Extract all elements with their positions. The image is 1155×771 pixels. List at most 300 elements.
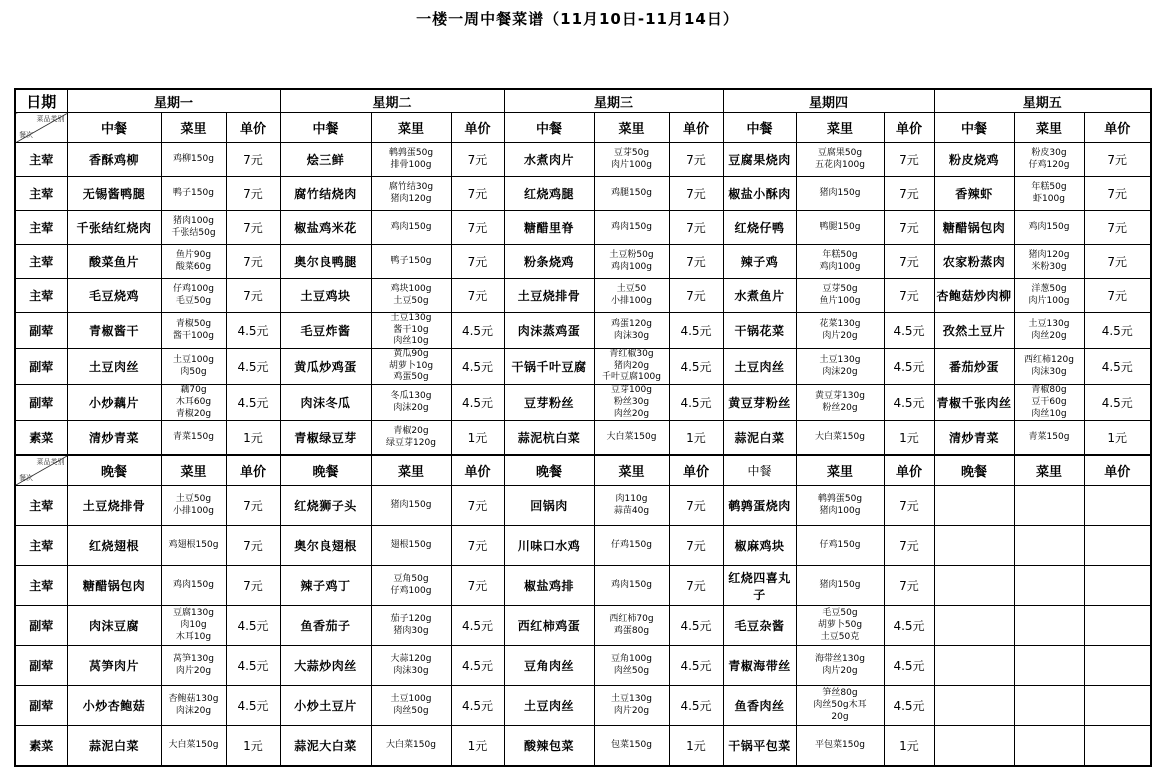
menu-table xyxy=(14,88,1152,767)
qty-line: 包菜150g xyxy=(611,739,652,750)
qty-line: 肉沫20g xyxy=(822,366,858,377)
qty-line: 肉片100g xyxy=(1028,295,1070,306)
qty-line: 土豆130g xyxy=(1028,318,1070,329)
dish-cell xyxy=(934,526,1014,566)
price-cell: 7元 xyxy=(451,526,504,566)
dish-cell: 肉沫豆腐 xyxy=(67,606,161,646)
qty-cell xyxy=(594,385,669,421)
price-cell: 7元 xyxy=(226,143,280,177)
qty-cell xyxy=(1014,385,1084,421)
dish-cell: 鱼香肉丝 xyxy=(723,686,796,726)
meal-header: 中餐 xyxy=(723,113,796,143)
qty-line: 鸡腿150g xyxy=(611,187,652,198)
dish-cell: 香酥鸡柳 xyxy=(67,143,161,177)
qty-line: 洋葱50g xyxy=(1031,283,1067,294)
qty-cell xyxy=(796,177,884,211)
corner-bottom-label: 餐次 xyxy=(19,474,33,483)
qty-line: 土豆100g xyxy=(390,694,432,704)
price-cell: 7元 xyxy=(226,177,280,211)
price-cell: 4.5元 xyxy=(669,385,723,421)
qty-line: 小排100g xyxy=(173,505,214,516)
qty-line: 青红椒30g xyxy=(609,349,654,360)
qty-cell xyxy=(796,211,884,245)
price-cell: 7元 xyxy=(884,486,934,526)
day-header-2: 星期二 xyxy=(280,89,504,113)
qty-line: 青椒20g xyxy=(175,408,212,419)
qty-line: 青椒80g xyxy=(1031,385,1067,396)
price-cell: 1元 xyxy=(884,726,934,767)
category-cell: 主荤 xyxy=(15,245,67,279)
qty-cell xyxy=(1014,211,1084,245)
dish-cell: 千张结红烧肉 xyxy=(67,211,161,245)
qty-cell xyxy=(594,646,669,686)
qty-header: 菜里 xyxy=(1014,113,1084,143)
dish-cell: 干锅花菜 xyxy=(723,313,796,349)
dish-cell: 鹌鹑蛋烧肉 xyxy=(723,486,796,526)
qty-cell xyxy=(371,211,451,245)
qty-line: 青菜150g xyxy=(173,431,214,442)
qty-line: 鹌鹑蛋50g xyxy=(388,147,434,158)
page-title: 一楼一周中餐菜谱（11月10日-11月14日） xyxy=(416,10,739,28)
qty-line: 千张结50g xyxy=(171,227,216,238)
category-cell: 主荤 xyxy=(15,211,67,245)
dish-cell: 孜然土豆片 xyxy=(934,313,1014,349)
dish-cell: 土豆鸡块 xyxy=(280,279,371,313)
category-cell: 副荤 xyxy=(15,385,67,421)
qty-line: 豆芽50g xyxy=(613,147,650,158)
price-cell xyxy=(1084,566,1151,606)
qty-line: 豆角100g xyxy=(611,654,652,664)
qty-line: 小排100g xyxy=(611,295,652,306)
meal-header: 中餐 xyxy=(934,113,1014,143)
dish-cell: 小炒土豆片 xyxy=(280,686,371,726)
price-cell: 7元 xyxy=(226,245,280,279)
qty-cell xyxy=(371,177,451,211)
dish-cell: 粉皮烧鸡 xyxy=(934,143,1014,177)
dish-cell: 红烧四喜丸子 xyxy=(723,566,796,606)
qty-line: 肉丝20g xyxy=(613,408,650,419)
dish-cell: 烩三鲜 xyxy=(280,143,371,177)
dish-cell: 奥尔良鸭腿 xyxy=(280,245,371,279)
qty-cell xyxy=(161,421,226,456)
price-cell: 4.5元 xyxy=(669,646,723,686)
price-cell: 4.5元 xyxy=(669,313,723,349)
price-cell: 7元 xyxy=(451,279,504,313)
dish-cell: 香辣虾 xyxy=(934,177,1014,211)
qty-cell xyxy=(1014,686,1084,726)
dish-cell: 杏鲍菇炒肉柳 xyxy=(934,279,1014,313)
dish-cell: 粉条烧鸡 xyxy=(504,245,594,279)
price-cell: 7元 xyxy=(669,566,723,606)
price-cell: 7元 xyxy=(226,566,280,606)
dish-cell: 腐竹结烧肉 xyxy=(280,177,371,211)
dish-cell: 青椒酱干 xyxy=(67,313,161,349)
qty-cell xyxy=(1014,726,1084,767)
price-cell: 4.5元 xyxy=(884,646,934,686)
qty-line: 胡萝卜50g xyxy=(817,619,863,630)
qty-line: 胡萝卜10g xyxy=(388,360,434,371)
qty-cell xyxy=(796,606,884,646)
qty-cell xyxy=(161,566,226,606)
dish-cell xyxy=(934,566,1014,606)
dish-cell: 毛豆烧鸡 xyxy=(67,279,161,313)
qty-cell xyxy=(371,566,451,606)
price-cell: 4.5元 xyxy=(884,606,934,646)
qty-line: 冬瓜130g xyxy=(390,390,432,401)
qty-cell xyxy=(796,349,884,385)
qty-cell xyxy=(796,526,884,566)
qty-line: 海带丝130g xyxy=(815,654,865,664)
qty-line: 猪肉150g xyxy=(819,187,861,198)
dish-cell: 川味口水鸡 xyxy=(504,526,594,566)
price-cell: 7元 xyxy=(1084,177,1151,211)
qty-line: 豆芽100g xyxy=(611,385,652,396)
price-cell: 4.5元 xyxy=(451,385,504,421)
qty-line: 毛豆50g xyxy=(822,608,858,619)
category-cell: 副荤 xyxy=(15,606,67,646)
corner-top-label: 菜品类别 xyxy=(36,458,65,467)
qty-line: 木耳10g xyxy=(175,631,212,642)
qty-cell xyxy=(594,313,669,349)
qty-cell xyxy=(796,245,884,279)
qty-header: 菜里 xyxy=(594,113,669,143)
qty-line: 仔鸡100g xyxy=(390,585,432,596)
qty-header: 菜里 xyxy=(161,113,226,143)
price-header: 单价 xyxy=(226,113,280,143)
dish-cell: 清炒青菜 xyxy=(934,421,1014,456)
qty-cell xyxy=(594,245,669,279)
price-cell: 4.5元 xyxy=(884,313,934,349)
qty-cell xyxy=(161,313,226,349)
price-cell: 1元 xyxy=(669,421,723,456)
price-cell: 4.5元 xyxy=(226,313,280,349)
qty-cell xyxy=(371,313,451,349)
price-cell: 7元 xyxy=(1084,279,1151,313)
qty-line: 肉丝50g xyxy=(613,665,650,676)
price-cell: 4.5元 xyxy=(669,686,723,726)
dish-cell: 鱼香茄子 xyxy=(280,606,371,646)
qty-cell xyxy=(594,686,669,726)
qty-line: 莴笋130g xyxy=(173,654,214,664)
qty-line: 豆腐130g xyxy=(173,608,214,619)
qty-line: 肉沫20g xyxy=(393,402,429,413)
price-header: 单价 xyxy=(226,455,280,486)
qty-line: 五花肉100g xyxy=(815,159,865,170)
price-cell: 7元 xyxy=(669,143,723,177)
price-cell xyxy=(1084,606,1151,646)
qty-cell xyxy=(1014,177,1084,211)
dish-cell: 土豆烧排骨 xyxy=(504,279,594,313)
price-header: 单价 xyxy=(1084,455,1151,486)
qty-cell xyxy=(161,726,226,767)
qty-line: 鸡翅根150g xyxy=(168,539,219,550)
qty-line: 土豆50g xyxy=(393,295,429,306)
qty-cell xyxy=(161,686,226,726)
meal-header: 晚餐 xyxy=(67,455,161,486)
qty-line: 仔鸡120g xyxy=(1028,159,1070,170)
qty-line: 鱼片90g xyxy=(175,249,212,260)
qty-cell xyxy=(161,143,226,177)
price-cell: 1元 xyxy=(884,421,934,456)
qty-cell xyxy=(371,279,451,313)
qty-cell xyxy=(1014,486,1084,526)
qty-line: 肉沫30g xyxy=(613,330,650,341)
qty-cell xyxy=(796,421,884,456)
dish-cell: 莴笋肉片 xyxy=(67,646,161,686)
qty-cell xyxy=(594,526,669,566)
dish-cell: 清炒青菜 xyxy=(67,421,161,456)
price-cell: 4.5元 xyxy=(451,686,504,726)
price-cell: 4.5元 xyxy=(451,349,504,385)
dish-cell: 豆腐果烧肉 xyxy=(723,143,796,177)
dish-cell: 西红柿鸡蛋 xyxy=(504,606,594,646)
qty-line: 肉片20g xyxy=(822,330,858,341)
qty-line: 西红柿120g xyxy=(1024,354,1074,365)
price-cell: 7元 xyxy=(669,245,723,279)
category-cell: 主荤 xyxy=(15,486,67,526)
qty-line: 猪肉20g xyxy=(613,360,650,371)
qty-line: 酱干10g xyxy=(393,324,429,335)
price-cell: 4.5元 xyxy=(1084,385,1151,421)
qty-cell xyxy=(796,686,884,726)
qty-cell xyxy=(594,486,669,526)
category-cell: 主荤 xyxy=(15,143,67,177)
qty-line: 绿豆芽120g xyxy=(386,437,436,448)
qty-cell xyxy=(371,726,451,767)
price-cell: 4.5元 xyxy=(226,606,280,646)
qty-line: 粉丝30g xyxy=(613,396,650,407)
qty-line: 鸡肉100g xyxy=(819,261,861,272)
qty-line: 肉沫30g xyxy=(393,665,429,676)
qty-line: 猪肉100g xyxy=(173,215,214,226)
qty-line: 肉丝50g木耳 xyxy=(813,699,867,710)
qty-line: 豆角50g xyxy=(393,574,429,584)
price-header: 单价 xyxy=(884,113,934,143)
qty-line: 肉片20g xyxy=(822,665,858,676)
category-cell: 主荤 xyxy=(15,566,67,606)
price-header: 单价 xyxy=(1084,113,1151,143)
qty-line: 米粉30g xyxy=(1031,261,1067,272)
corner-cell xyxy=(15,113,67,143)
dish-cell: 椒盐小酥肉 xyxy=(723,177,796,211)
qty-line: 猪肉120g xyxy=(1028,249,1070,260)
qty-cell xyxy=(1014,421,1084,456)
qty-line: 笋丝80g xyxy=(822,688,858,699)
qty-line: 大白菜150g xyxy=(815,431,865,442)
qty-line: 肉110g xyxy=(615,494,648,504)
category-cell: 主荤 xyxy=(15,279,67,313)
price-cell: 7元 xyxy=(226,279,280,313)
qty-line: 肉沫30g xyxy=(1031,366,1067,377)
qty-cell xyxy=(796,646,884,686)
price-cell: 7元 xyxy=(669,177,723,211)
qty-cell xyxy=(796,726,884,767)
qty-line: 虾100g xyxy=(1033,193,1065,204)
qty-cell xyxy=(161,211,226,245)
price-cell: 1元 xyxy=(669,726,723,767)
qty-line: 肉丝20g xyxy=(1031,330,1067,341)
qty-line: 腐竹结30g xyxy=(388,181,434,192)
qty-cell xyxy=(1014,566,1084,606)
qty-line: 肉片20g xyxy=(175,665,212,676)
price-cell: 7元 xyxy=(884,211,934,245)
qty-line: 青菜150g xyxy=(1028,431,1070,442)
qty-line: 土豆130g xyxy=(390,313,432,323)
qty-cell xyxy=(1014,646,1084,686)
dish-cell: 红烧鸡腿 xyxy=(504,177,594,211)
category-cell: 主荤 xyxy=(15,177,67,211)
price-cell: 4.5元 xyxy=(226,385,280,421)
category-cell: 副荤 xyxy=(15,646,67,686)
qty-line: 鹌鹑蛋50g xyxy=(817,494,863,504)
price-header: 单价 xyxy=(884,455,934,486)
qty-line: 土豆50 xyxy=(616,283,647,294)
qty-line: 粉丝20g xyxy=(822,402,858,413)
corner-cell xyxy=(15,455,67,486)
dish-cell: 酸菜鱼片 xyxy=(67,245,161,279)
price-cell: 1元 xyxy=(451,726,504,767)
qty-cell xyxy=(1014,313,1084,349)
qty-line: 仔鸡100g xyxy=(173,283,214,294)
qty-line: 猪肉150g xyxy=(390,499,432,510)
qty-line: 杏鲍菇130g xyxy=(168,694,219,704)
qty-cell xyxy=(161,279,226,313)
qty-line: 豆腐果50g xyxy=(817,147,863,158)
qty-line: 鸡肉150g xyxy=(611,221,652,232)
qty-cell xyxy=(594,726,669,767)
dish-cell xyxy=(934,486,1014,526)
dish-cell: 土豆肉丝 xyxy=(504,686,594,726)
qty-line: 翅根150g xyxy=(390,539,432,550)
category-cell: 素菜 xyxy=(15,726,67,767)
qty-cell xyxy=(371,686,451,726)
qty-line: 鸭子150g xyxy=(390,255,432,266)
qty-cell xyxy=(371,143,451,177)
dish-cell: 红烧仔鸭 xyxy=(723,211,796,245)
dish-cell: 水煮肉片 xyxy=(504,143,594,177)
category-cell: 副荤 xyxy=(15,313,67,349)
qty-line: 鸡蛋50g xyxy=(393,372,429,383)
qty-line: 黄豆芽130g xyxy=(815,390,865,401)
price-cell: 1元 xyxy=(226,726,280,767)
qty-header: 菜里 xyxy=(796,455,884,486)
dish-cell: 红烧狮子头 xyxy=(280,486,371,526)
qty-header: 菜里 xyxy=(1014,455,1084,486)
dish-cell: 毛豆杂酱 xyxy=(723,606,796,646)
qty-cell xyxy=(1014,143,1084,177)
qty-cell xyxy=(161,177,226,211)
qty-line: 木耳60g xyxy=(175,396,212,407)
day-header-3: 星期三 xyxy=(504,89,723,113)
qty-cell xyxy=(594,566,669,606)
dish-cell: 土豆肉丝 xyxy=(723,349,796,385)
price-cell: 4.5元 xyxy=(884,349,934,385)
qty-line: 鸡肉100g xyxy=(611,261,652,272)
qty-cell xyxy=(594,349,669,385)
qty-line: 年糕50g xyxy=(822,249,858,260)
qty-line: 鸡块100g xyxy=(390,283,432,294)
price-cell xyxy=(1084,526,1151,566)
qty-line: 肉沫20g xyxy=(175,705,212,716)
day-header-5: 星期五 xyxy=(934,89,1151,113)
qty-line: 肉丝50g xyxy=(393,705,429,716)
category-cell: 主荤 xyxy=(15,526,67,566)
qty-line: 鸡蛋80g xyxy=(613,625,650,636)
dish-cell: 糖醋锅包肉 xyxy=(67,566,161,606)
qty-line: 20g xyxy=(831,711,849,722)
dish-cell: 辣子鸡 xyxy=(723,245,796,279)
qty-cell xyxy=(371,421,451,456)
qty-cell xyxy=(594,279,669,313)
qty-line: 猪肉30g xyxy=(393,625,429,636)
corner-top-label: 菜品类别 xyxy=(36,115,65,123)
dish-cell: 回锅肉 xyxy=(504,486,594,526)
qty-header: 菜里 xyxy=(371,455,451,486)
qty-cell xyxy=(796,385,884,421)
qty-cell xyxy=(371,606,451,646)
meal-header: 中餐 xyxy=(67,113,161,143)
corner-bottom-label: 餐次 xyxy=(19,131,33,139)
dish-cell xyxy=(934,686,1014,726)
price-cell: 7元 xyxy=(1084,143,1151,177)
qty-cell xyxy=(1014,245,1084,279)
dish-cell: 土豆烧排骨 xyxy=(67,486,161,526)
dish-cell: 椒麻鸡块 xyxy=(723,526,796,566)
qty-line: 酸菜60g xyxy=(175,261,212,272)
qty-cell xyxy=(371,245,451,279)
dish-cell: 青椒绿豆芽 xyxy=(280,421,371,456)
price-header: 单价 xyxy=(669,455,723,486)
price-cell: 4.5元 xyxy=(1084,349,1151,385)
qty-cell xyxy=(371,486,451,526)
qty-cell xyxy=(161,646,226,686)
price-header: 单价 xyxy=(669,113,723,143)
qty-cell xyxy=(371,646,451,686)
qty-header: 菜里 xyxy=(161,455,226,486)
dish-cell: 小炒杏鲍菇 xyxy=(67,686,161,726)
meal-header: 中餐 xyxy=(504,113,594,143)
price-cell: 7元 xyxy=(226,486,280,526)
price-cell: 7元 xyxy=(669,279,723,313)
qty-cell xyxy=(161,385,226,421)
qty-line: 粉皮30g xyxy=(1031,147,1067,158)
qty-line: 青椒20g xyxy=(393,426,429,436)
dish-cell: 黄豆芽粉丝 xyxy=(723,385,796,421)
meal-header: 晚餐 xyxy=(504,455,594,486)
qty-header: 菜里 xyxy=(796,113,884,143)
dish-cell: 蒜泥大白菜 xyxy=(280,726,371,767)
dish-cell xyxy=(934,646,1014,686)
day-header-1: 星期一 xyxy=(67,89,280,113)
price-cell xyxy=(1084,486,1151,526)
qty-line: 猪肉120g xyxy=(390,193,432,204)
price-cell xyxy=(1084,726,1151,767)
dish-cell: 番茄炒蛋 xyxy=(934,349,1014,385)
qty-line: 肉片100g xyxy=(611,159,652,170)
qty-line: 大白菜150g xyxy=(386,739,436,750)
qty-cell xyxy=(1014,349,1084,385)
price-cell: 4.5元 xyxy=(884,686,934,726)
dish-cell: 糖醋锅包肉 xyxy=(934,211,1014,245)
qty-line: 年糕50g xyxy=(1031,181,1067,192)
qty-line: 仔鸡150g xyxy=(819,539,861,550)
dish-cell: 青椒千张肉丝 xyxy=(934,385,1014,421)
qty-cell xyxy=(594,177,669,211)
price-header: 单价 xyxy=(451,113,504,143)
qty-line: 鸡肉150g xyxy=(390,221,432,232)
dish-cell: 辣子鸡丁 xyxy=(280,566,371,606)
category-cell: 素菜 xyxy=(15,421,67,456)
